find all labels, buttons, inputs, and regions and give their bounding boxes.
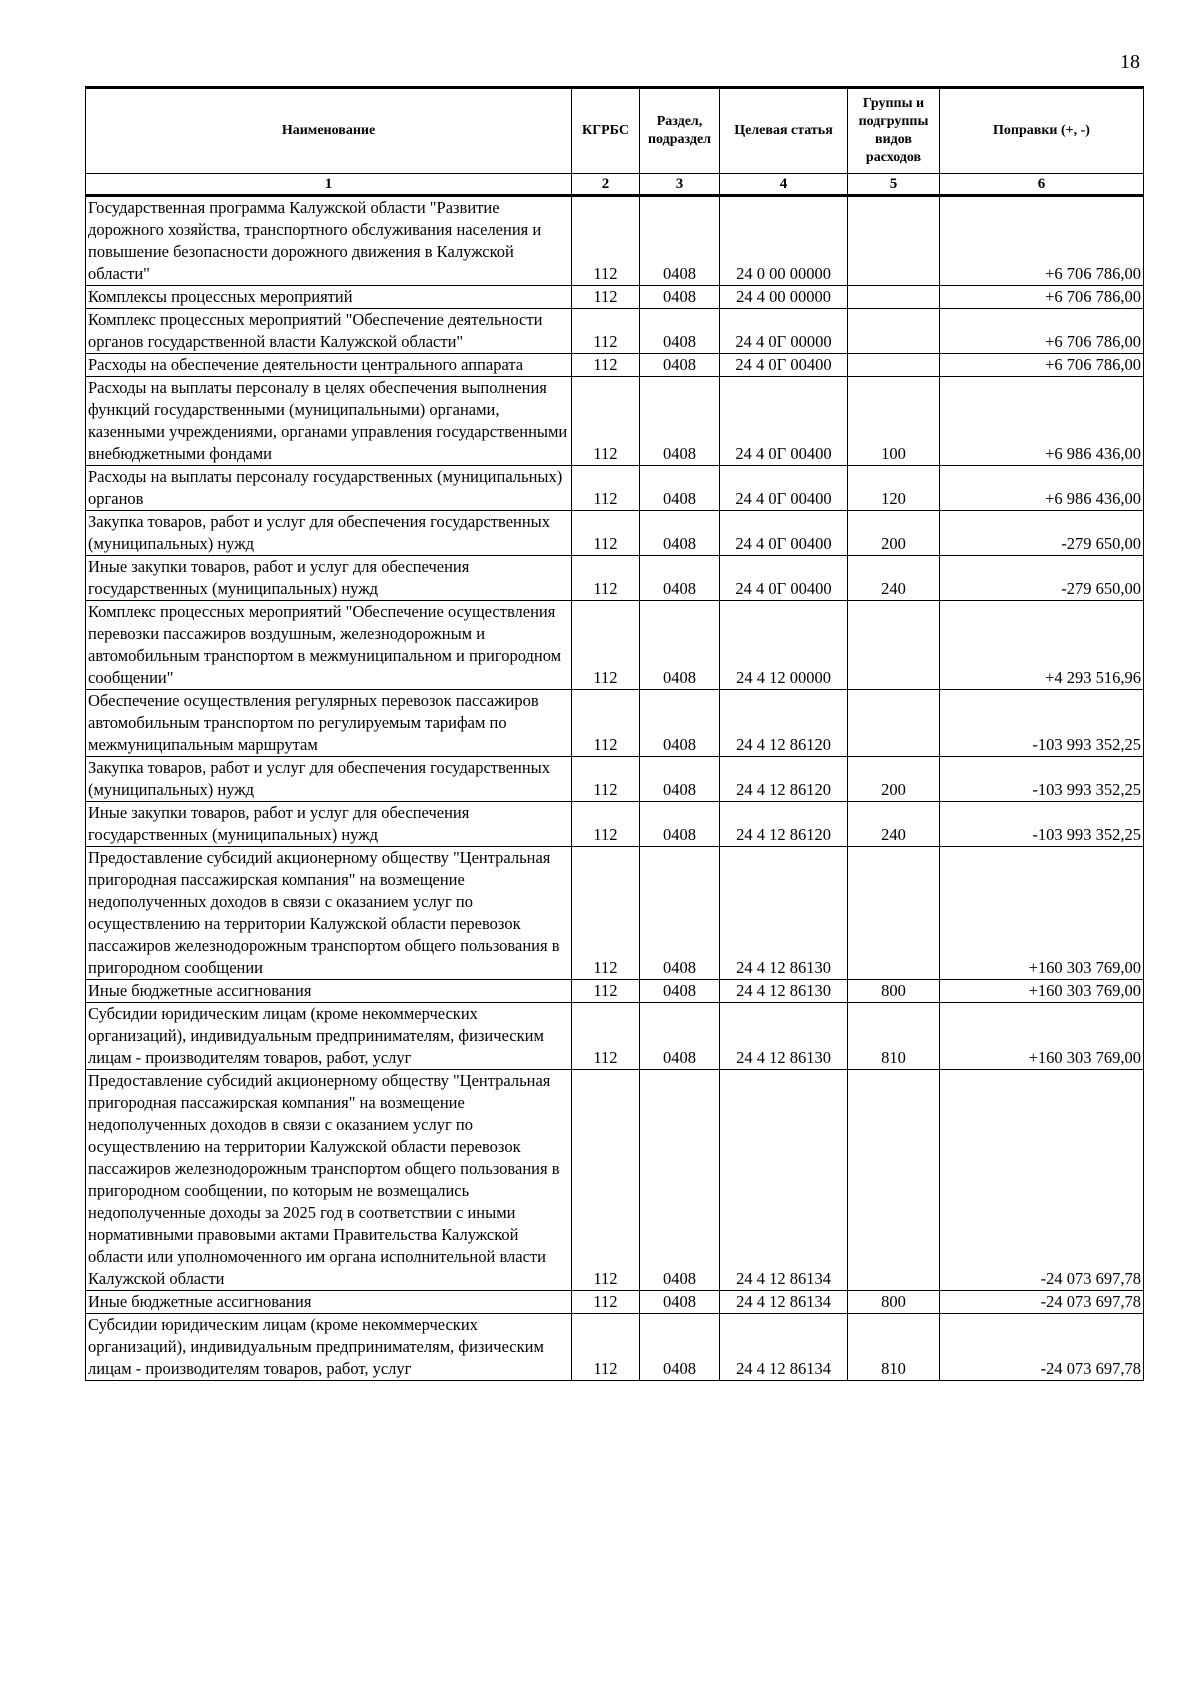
row-group-cell	[848, 601, 940, 690]
row-kgrbs-cell: 112	[572, 466, 640, 511]
column-number: 1	[86, 174, 572, 196]
table-row	[86, 1314, 1144, 1381]
row-section-cell: 0408	[640, 377, 720, 466]
row-amount-cell: -24 073 697,78	[940, 1070, 1144, 1291]
row-target-cell: 24 4 0Г 00400	[720, 556, 848, 601]
row-section-cell: 0408	[640, 802, 720, 847]
column-number: 6	[940, 174, 1144, 196]
row-name-cell: Государственная программа Калужской области "Развитие дорожного хозяйства, транспортного обслуживания населения и повышение безопасности дорожного движения в Калужской области"	[86, 196, 572, 286]
row-name-cell: Комплексы процессных мероприятий	[86, 286, 572, 309]
row-amount-cell: +6 986 436,00	[940, 466, 1144, 511]
row-group-cell	[848, 309, 940, 354]
table-row	[86, 309, 1144, 354]
row-kgrbs-cell: 112	[572, 980, 640, 1003]
row-section-cell: 0408	[640, 556, 720, 601]
row-target-cell: 24 4 0Г 00400	[720, 354, 848, 377]
row-name-cell: Субсидии юридическим лицам (кроме некоммерческих организаций), индивидуальным предпринимателям, физическим лицам - производителям товаров, работ, услуг	[86, 1003, 572, 1070]
row-name-cell: Расходы на обеспечение деятельности центрального аппарата	[86, 354, 572, 377]
table-row	[86, 802, 1144, 847]
row-group-cell: 200	[848, 511, 940, 556]
row-section-cell: 0408	[640, 196, 720, 286]
row-section-cell: 0408	[640, 847, 720, 980]
row-name-cell: Иные закупки товаров, работ и услуг для обеспечения государственных (муниципальных) нужд	[86, 802, 572, 847]
row-name-cell: Предоставление субсидий акционерному обществу "Центральная пригородная пассажирская компания" на возмещение недополученных доходов в связи с оказанием услуг по осуществлению на территории Калужской области перевозок пассажиров железнодорожным транспортом общего пользования в пригородном сообщении	[86, 847, 572, 980]
header-section: Раздел, подраздел	[640, 88, 720, 174]
row-amount-cell: +6 706 786,00	[940, 354, 1144, 377]
row-name-cell: Закупка товаров, работ и услуг для обеспечения государственных (муниципальных) нужд	[86, 757, 572, 802]
table-row	[86, 286, 1144, 309]
table-row	[86, 980, 1144, 1003]
table-row	[86, 1003, 1144, 1070]
row-section-cell: 0408	[640, 286, 720, 309]
row-amount-cell: -279 650,00	[940, 511, 1144, 556]
row-target-cell: 24 4 12 86120	[720, 690, 848, 757]
row-name-cell: Предоставление субсидий акционерному обществу "Центральная пригородная пассажирская компания" на возмещение недополученных доходов в связи с оказанием услуг по осуществлению на территории Калужской области перевозок пассажиров железнодорожным транспортом общего пользования в пригородном сообщении, по которым не возмещались недополученные доходы за 2025 год в соответствии с иными нормативными правовыми актами Правительства Калужской области или уполномоченного им органа исполнительной власти Калужской области	[86, 1070, 572, 1291]
row-kgrbs-cell: 112	[572, 1070, 640, 1291]
table-row	[86, 847, 1144, 980]
table-row	[86, 196, 1144, 286]
row-section-cell: 0408	[640, 309, 720, 354]
row-group-cell	[848, 196, 940, 286]
row-section-cell: 0408	[640, 1003, 720, 1070]
row-amount-cell: +6 706 786,00	[940, 286, 1144, 309]
row-kgrbs-cell: 112	[572, 1314, 640, 1381]
table-row	[86, 377, 1144, 466]
row-group-cell	[848, 690, 940, 757]
row-group-cell: 800	[848, 980, 940, 1003]
header-name: Наименование	[86, 88, 572, 174]
table-row	[86, 757, 1144, 802]
row-group-cell	[848, 847, 940, 980]
column-number: 2	[572, 174, 640, 196]
column-number-row	[86, 174, 1144, 196]
row-target-cell: 24 4 12 86134	[720, 1070, 848, 1291]
column-number: 4	[720, 174, 848, 196]
row-kgrbs-cell: 112	[572, 556, 640, 601]
row-amount-cell: -103 993 352,25	[940, 690, 1144, 757]
row-name-cell: Иные бюджетные ассигнования	[86, 1291, 572, 1314]
row-target-cell: 24 4 12 86130	[720, 847, 848, 980]
table-row	[86, 1070, 1144, 1291]
row-section-cell: 0408	[640, 466, 720, 511]
row-group-cell: 810	[848, 1314, 940, 1381]
row-group-cell	[848, 286, 940, 309]
row-kgrbs-cell: 112	[572, 286, 640, 309]
row-section-cell: 0408	[640, 354, 720, 377]
row-kgrbs-cell: 112	[572, 511, 640, 556]
row-name-cell: Расходы на выплаты персоналу государственных (муниципальных) органов	[86, 466, 572, 511]
row-kgrbs-cell: 112	[572, 377, 640, 466]
row-group-cell: 120	[848, 466, 940, 511]
row-kgrbs-cell: 112	[572, 309, 640, 354]
row-name-cell: Комплекс процессных мероприятий "Обеспечение деятельности органов государственной власти Калужской области"	[86, 309, 572, 354]
row-target-cell: 24 4 0Г 00000	[720, 309, 848, 354]
row-group-cell: 800	[848, 1291, 940, 1314]
row-amount-cell: -279 650,00	[940, 556, 1144, 601]
row-target-cell: 24 4 12 86120	[720, 802, 848, 847]
row-amount-cell: +6 706 786,00	[940, 309, 1144, 354]
row-section-cell: 0408	[640, 690, 720, 757]
row-section-cell: 0408	[640, 511, 720, 556]
row-group-cell: 240	[848, 802, 940, 847]
row-name-cell: Обеспечение осуществления регулярных перевозок пассажиров автомобильным транспортом по регулируемым тарифам по межмуниципальным маршрутам	[86, 690, 572, 757]
row-amount-cell: +160 303 769,00	[940, 847, 1144, 980]
row-amount-cell: +160 303 769,00	[940, 980, 1144, 1003]
header-row	[86, 88, 1144, 174]
row-section-cell: 0408	[640, 757, 720, 802]
row-name-cell: Комплекс процессных мероприятий "Обеспечение осуществления перевозки пассажиров воздушным, железнодорожным и автомобильным транспортом в межмуниципальном и пригородном сообщении"	[86, 601, 572, 690]
row-amount-cell: -103 993 352,25	[940, 802, 1144, 847]
table-row	[86, 556, 1144, 601]
row-name-cell: Закупка товаров, работ и услуг для обеспечения государственных (муниципальных) нужд	[86, 511, 572, 556]
row-group-cell: 240	[848, 556, 940, 601]
row-kgrbs-cell: 112	[572, 196, 640, 286]
table-row	[86, 690, 1144, 757]
row-amount-cell: +160 303 769,00	[940, 1003, 1144, 1070]
row-section-cell: 0408	[640, 1314, 720, 1381]
row-name-cell: Иные закупки товаров, работ и услуг для обеспечения государственных (муниципальных) нужд	[86, 556, 572, 601]
row-target-cell: 24 4 12 86130	[720, 980, 848, 1003]
row-section-cell: 0408	[640, 980, 720, 1003]
row-target-cell: 24 4 0Г 00400	[720, 511, 848, 556]
header-amendments: Поправки (+, -)	[940, 88, 1144, 174]
header-groups: Группы и подгруппы видов расходов	[848, 88, 940, 174]
page-number: 18	[1120, 51, 1140, 73]
row-kgrbs-cell: 112	[572, 1291, 640, 1314]
row-amount-cell: -24 073 697,78	[940, 1314, 1144, 1381]
row-kgrbs-cell: 112	[572, 802, 640, 847]
row-group-cell: 810	[848, 1003, 940, 1070]
row-target-cell: 24 4 12 00000	[720, 601, 848, 690]
row-target-cell: 24 0 00 00000	[720, 196, 848, 286]
table-body	[86, 196, 1144, 1381]
row-amount-cell: -24 073 697,78	[940, 1291, 1144, 1314]
row-section-cell: 0408	[640, 1070, 720, 1291]
table-row	[86, 1291, 1144, 1314]
row-amount-cell: +4 293 516,96	[940, 601, 1144, 690]
row-kgrbs-cell: 112	[572, 690, 640, 757]
row-target-cell: 24 4 12 86120	[720, 757, 848, 802]
header-kgrbs: КГРБС	[572, 88, 640, 174]
row-target-cell: 24 4 12 86130	[720, 1003, 848, 1070]
row-group-cell: 200	[848, 757, 940, 802]
row-kgrbs-cell: 112	[572, 757, 640, 802]
row-target-cell: 24 4 0Г 00400	[720, 377, 848, 466]
column-number: 3	[640, 174, 720, 196]
row-name-cell: Иные бюджетные ассигнования	[86, 980, 572, 1003]
row-amount-cell: -103 993 352,25	[940, 757, 1144, 802]
header-target: Целевая статья	[720, 88, 848, 174]
row-group-cell	[848, 354, 940, 377]
row-target-cell: 24 4 00 00000	[720, 286, 848, 309]
row-name-cell: Расходы на выплаты персоналу в целях обеспечения выполнения функций государственными (муниципальными) органами, казенными учреждениями, органами управления государственными внебюджетными фондами	[86, 377, 572, 466]
row-kgrbs-cell: 112	[572, 601, 640, 690]
table-row	[86, 511, 1144, 556]
row-section-cell: 0408	[640, 1291, 720, 1314]
column-number: 5	[848, 174, 940, 196]
table-row	[86, 601, 1144, 690]
row-target-cell: 24 4 12 86134	[720, 1291, 848, 1314]
row-amount-cell: +6 986 436,00	[940, 377, 1144, 466]
row-target-cell: 24 4 0Г 00400	[720, 466, 848, 511]
row-kgrbs-cell: 112	[572, 354, 640, 377]
row-amount-cell: +6 706 786,00	[940, 196, 1144, 286]
row-name-cell: Субсидии юридическим лицам (кроме некоммерческих организаций), индивидуальным предпринимателям, физическим лицам - производителям товаров, работ, услуг	[86, 1314, 572, 1381]
table-row	[86, 354, 1144, 377]
row-kgrbs-cell: 112	[572, 847, 640, 980]
row-group-cell	[848, 1070, 940, 1291]
row-kgrbs-cell: 112	[572, 1003, 640, 1070]
row-target-cell: 24 4 12 86134	[720, 1314, 848, 1381]
budget-amendments-table	[85, 86, 1144, 1381]
table-row	[86, 466, 1144, 511]
row-group-cell: 100	[848, 377, 940, 466]
row-section-cell: 0408	[640, 601, 720, 690]
